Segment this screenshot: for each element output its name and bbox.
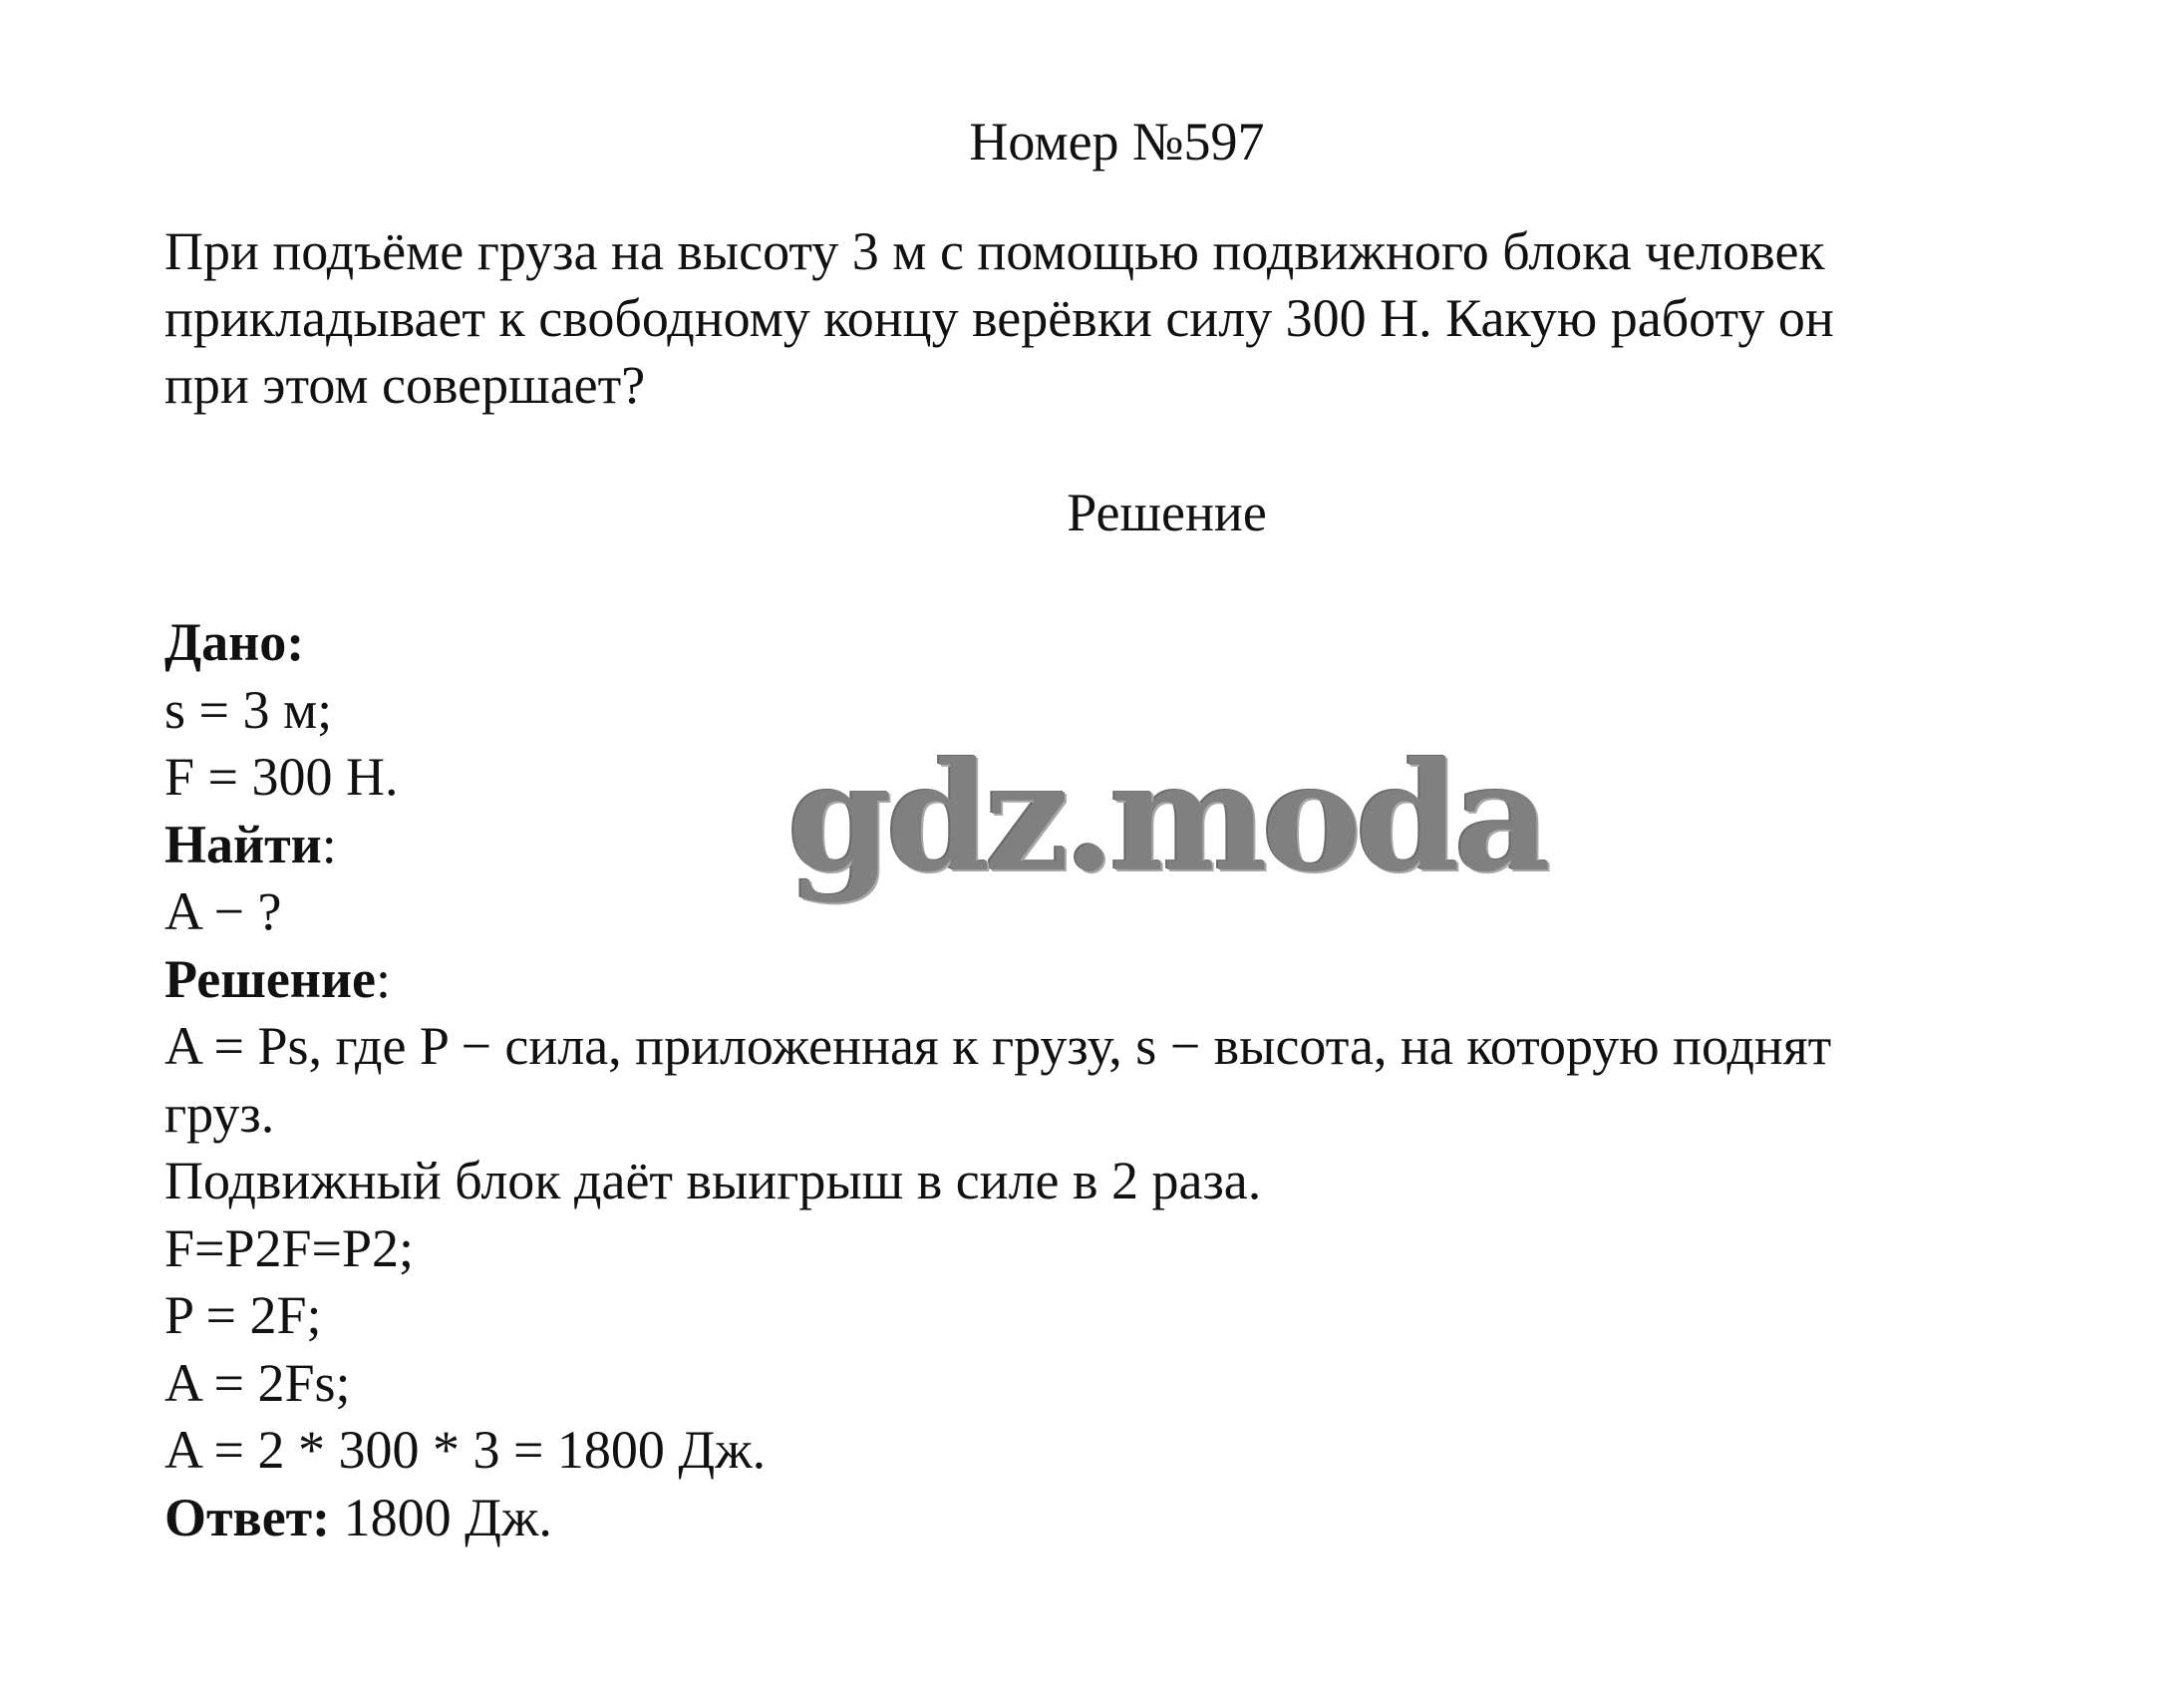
- problem-statement: [164, 218, 2058, 419]
- answer-value: 1800 Дж.: [330, 1487, 552, 1547]
- solution-colon: :: [376, 948, 392, 1009]
- problem-line: прикладывает к свободному концу верёвки силу 300 Н. Какую работу он: [164, 288, 1834, 348]
- problem-line: при этом совершает?: [164, 355, 646, 415]
- problem-number-title: Номер №597: [969, 112, 1265, 171]
- problem-line: При подъёме груза на высоту 3 м с помощью подвижного блока человек: [164, 221, 1825, 281]
- answer-label: Ответ:: [164, 1487, 331, 1547]
- solution-row: [164, 946, 2118, 1014]
- given-item: F = 300 Н.: [164, 747, 399, 807]
- solution-heading: Решение: [1067, 483, 1267, 542]
- find-colon: :: [321, 814, 337, 874]
- solution-label: Решение: [164, 948, 376, 1009]
- find-label: Найти: [164, 814, 322, 874]
- solution-line: A = Ps, где P − сила, приложенная к грузу, s − высота, на которую поднят: [164, 1016, 1832, 1076]
- answer-row: [164, 1485, 2118, 1552]
- solution-line: P = 2F;: [164, 1285, 322, 1345]
- solution-line: груз.: [164, 1083, 275, 1144]
- given-item: s = 3 м;: [164, 679, 333, 740]
- find-item: A − ?: [164, 881, 282, 941]
- watermark-logo: gdz.moda: [787, 730, 1546, 905]
- solution-line: A = 2 * 300 * 3 = 1800 Дж.: [164, 1420, 767, 1480]
- solution-line: Подвижный блок даёт выигрыш в силе в 2 раза.: [164, 1151, 1262, 1210]
- solution-line: A = 2Fs;: [164, 1352, 351, 1413]
- solution-line: F=P2F=P2;: [164, 1217, 415, 1278]
- given-label: Дано:: [164, 612, 305, 672]
